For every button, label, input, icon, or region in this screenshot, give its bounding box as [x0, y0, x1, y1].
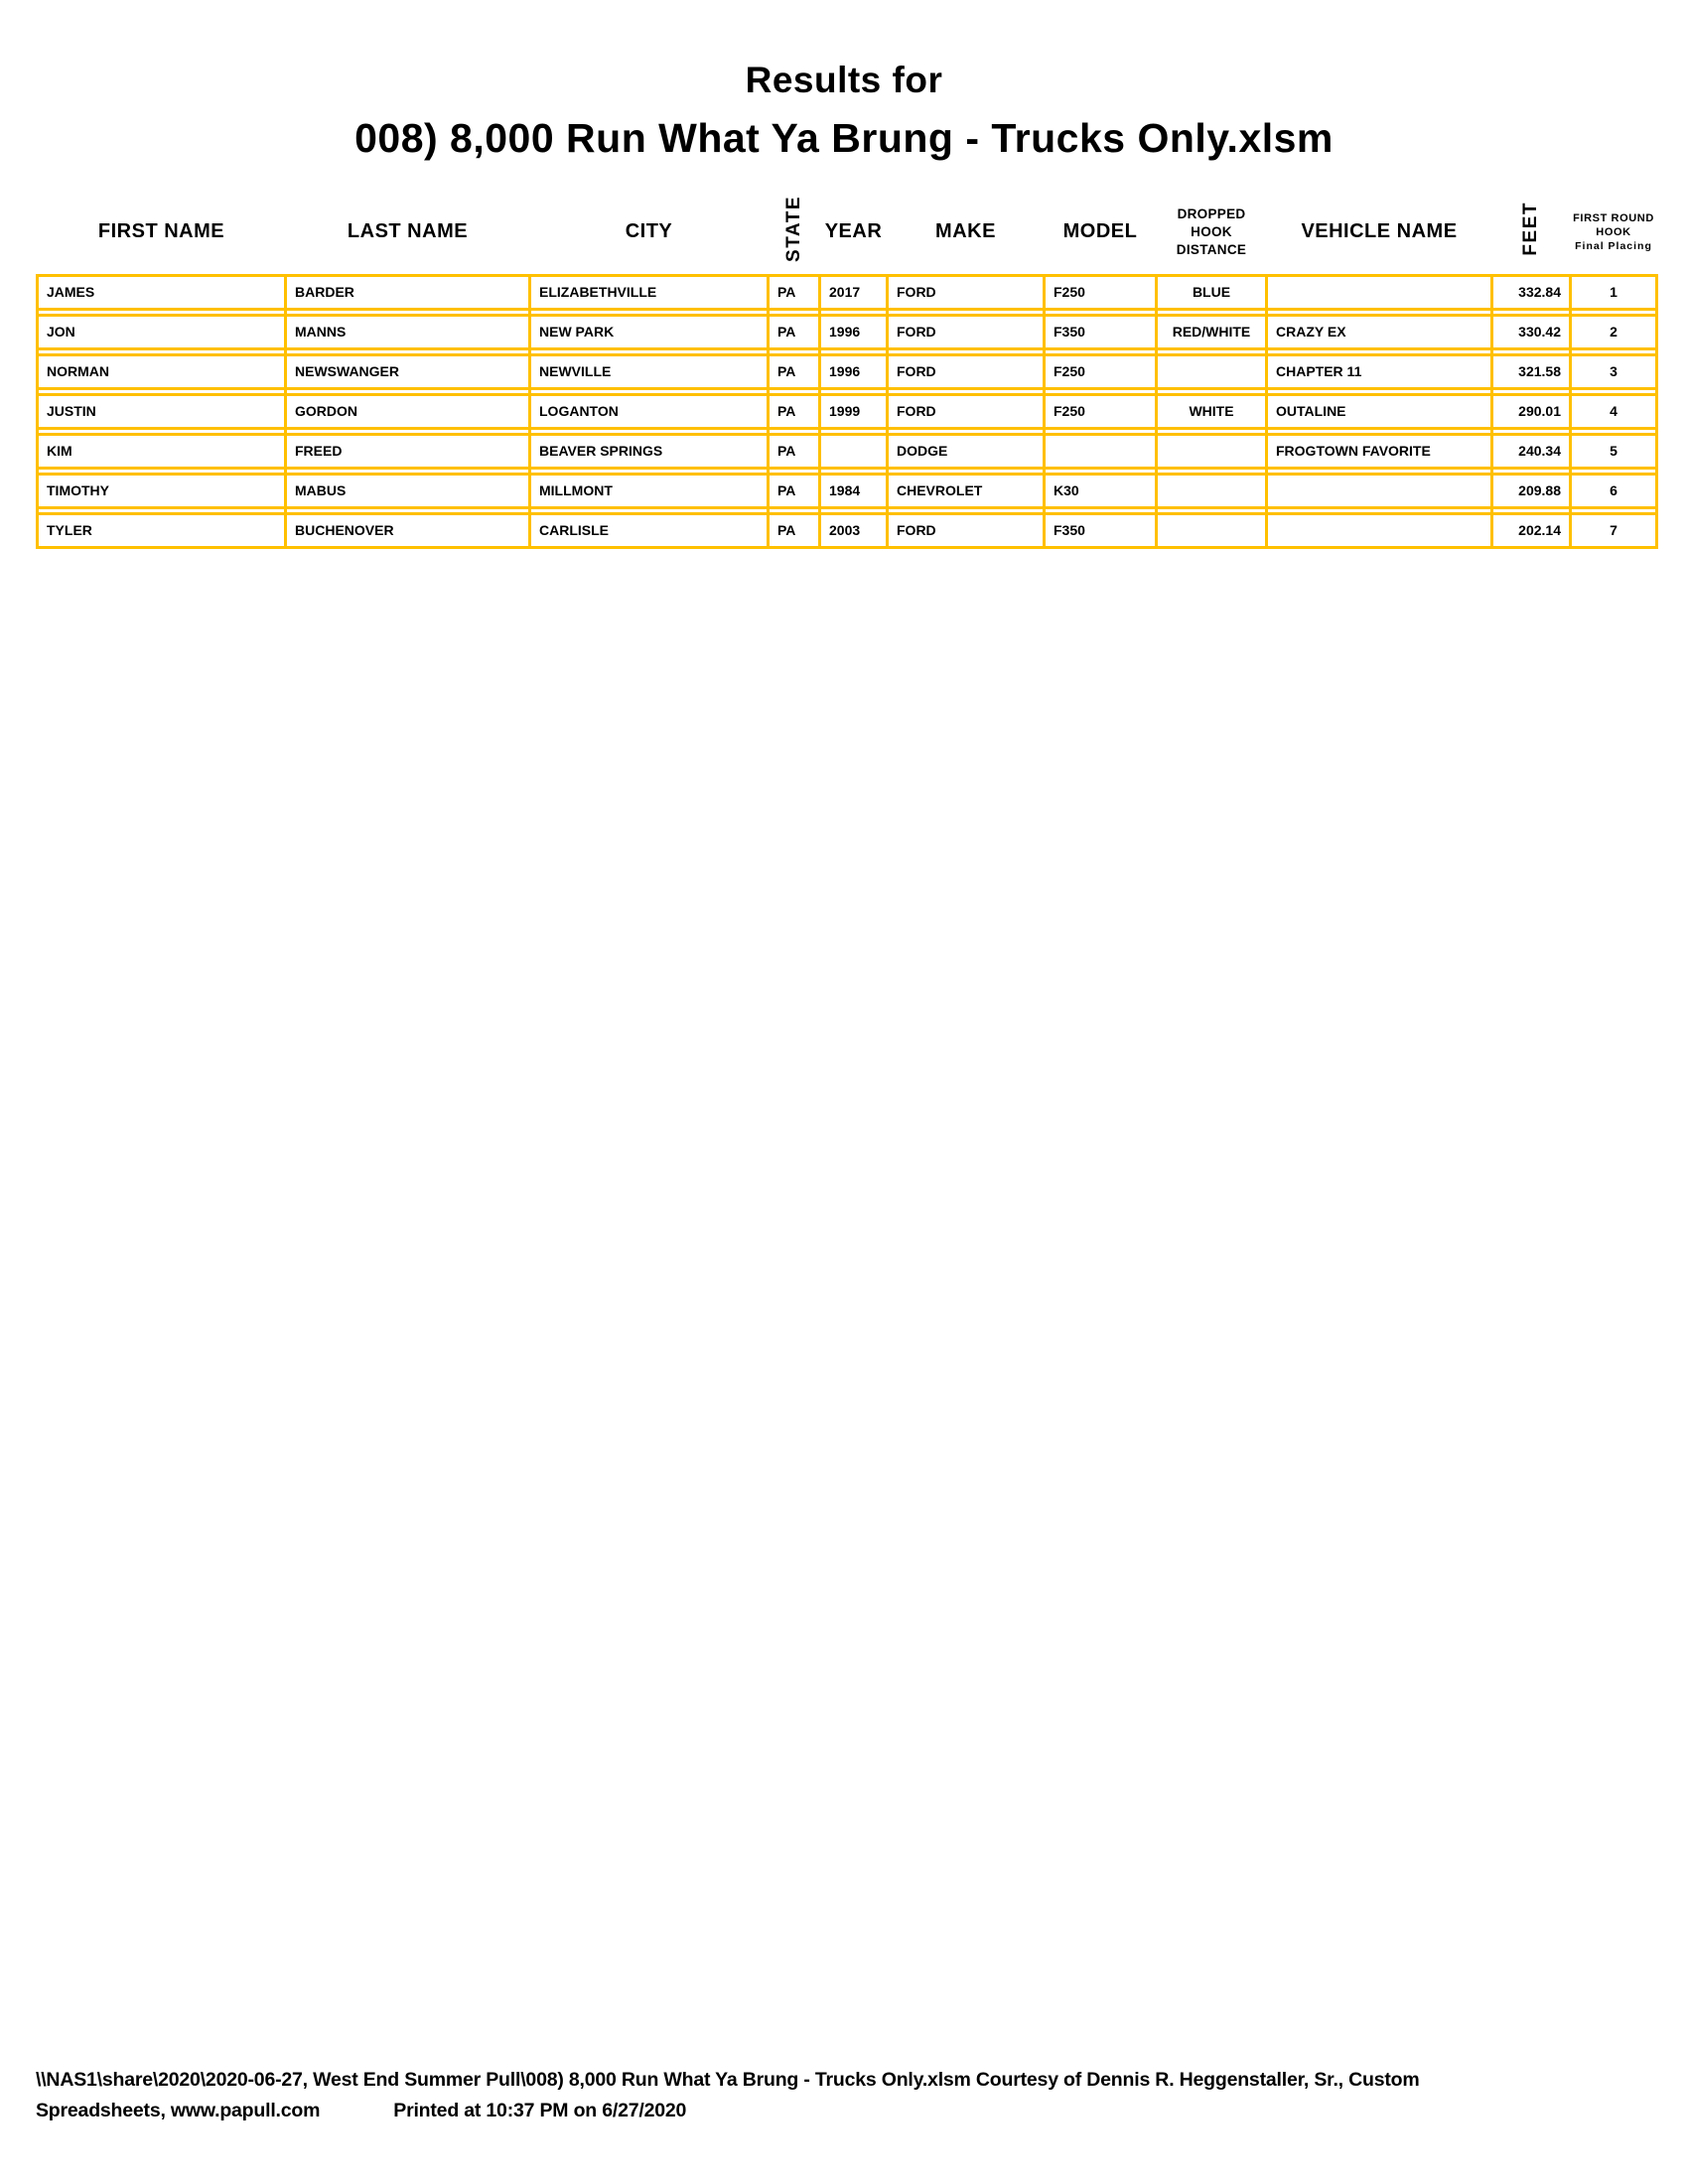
cell-last-name: GORDON: [286, 394, 530, 428]
cell-model: [1045, 434, 1157, 468]
cell-feet: 290.01: [1492, 394, 1571, 428]
cell-model: F350: [1045, 315, 1157, 348]
file-title: 008) 8,000 Run What Ya Brung - Trucks Only.xlsm: [354, 115, 1334, 161]
cell-vehicle-name: OUTALINE: [1267, 394, 1492, 428]
cell-year: [820, 434, 888, 468]
cell-last-name: MANNS: [286, 315, 530, 348]
cell-state: PA: [769, 474, 820, 507]
state-vertical-label: STATE: [782, 196, 804, 263]
cell-first-name: TYLER: [38, 513, 286, 547]
results-table: [36, 191, 1658, 549]
cell-first-name: NORMAN: [38, 354, 286, 388]
col-header-year: YEAR: [824, 220, 883, 243]
col-header-last-name: LAST NAME: [347, 220, 469, 243]
cell-year: 2017: [820, 275, 888, 309]
cell-dropped-hook-distance: [1157, 513, 1267, 547]
cell-state: PA: [769, 394, 820, 428]
cell-city: NEW PARK: [530, 315, 769, 348]
cell-dropped-hook-distance: [1157, 354, 1267, 388]
col-header-vehicle-name: VEHICLE NAME: [1301, 220, 1458, 243]
cell-state: PA: [769, 315, 820, 348]
cell-last-name: BARDER: [286, 275, 530, 309]
table-row: [38, 275, 1657, 309]
cell-model: F250: [1045, 275, 1157, 309]
cell-dropped-hook-distance: [1157, 434, 1267, 468]
cell-feet: 332.84: [1492, 275, 1571, 309]
table-row: [38, 315, 1657, 348]
cell-dropped-hook-distance: WHITE: [1157, 394, 1267, 428]
cell-feet: 202.14: [1492, 513, 1571, 547]
cell-year: 1996: [820, 315, 888, 348]
cell-feet: 240.34: [1492, 434, 1571, 468]
cell-model: F250: [1045, 354, 1157, 388]
feet-vertical-label: FEET: [1520, 202, 1541, 257]
footer-printed-timestamp: Printed at 10:37 PM on 6/27/2020: [393, 2100, 687, 2121]
cell-feet: 209.88: [1492, 474, 1571, 507]
cell-state: PA: [769, 434, 820, 468]
table-row: [38, 354, 1657, 388]
cell-vehicle-name: [1267, 513, 1492, 547]
col-header-feet: [1492, 191, 1571, 275]
cell-last-name: FREED: [286, 434, 530, 468]
cell-vehicle-name: CHAPTER 11: [1267, 354, 1492, 388]
cell-state: PA: [769, 275, 820, 309]
cell-make: CHEVROLET: [888, 474, 1045, 507]
footer-website: Spreadsheets, www.papull.com: [36, 2100, 321, 2121]
cell-dropped-hook-distance: [1157, 474, 1267, 507]
cell-first-name: JON: [38, 315, 286, 348]
cell-make: FORD: [888, 394, 1045, 428]
cell-last-name: BUCHENOVER: [286, 513, 530, 547]
cell-dropped-hook-distance: RED/WHITE: [1157, 315, 1267, 348]
cell-placing: 3: [1571, 354, 1657, 388]
table-row: [38, 394, 1657, 428]
cell-first-name: JUSTIN: [38, 394, 286, 428]
cell-vehicle-name: FROGTOWN FAVORITE: [1267, 434, 1492, 468]
col-header-first-name: FIRST NAME: [97, 220, 225, 243]
cell-placing: 1: [1571, 275, 1657, 309]
table-row: [38, 434, 1657, 468]
cell-city: ELIZABETHVILLE: [530, 275, 769, 309]
cell-placing: 6: [1571, 474, 1657, 507]
cell-city: NEWVILLE: [530, 354, 769, 388]
cell-feet: 321.58: [1492, 354, 1571, 388]
footer-second-line: [36, 2096, 1652, 2126]
cell-last-name: MABUS: [286, 474, 530, 507]
cell-year: 1996: [820, 354, 888, 388]
cell-city: CARLISLE: [530, 513, 769, 547]
table-row: [38, 513, 1657, 547]
col-header-model: MODEL: [1062, 220, 1138, 243]
col-header-city: CITY: [625, 220, 673, 243]
cell-city: BEAVER SPRINGS: [530, 434, 769, 468]
cell-vehicle-name: [1267, 474, 1492, 507]
cell-dropped-hook-distance: BLUE: [1157, 275, 1267, 309]
page-title: Results for: [745, 60, 943, 100]
header-row: [38, 191, 1657, 275]
cell-model: F250: [1045, 394, 1157, 428]
cell-city: LOGANTON: [530, 394, 769, 428]
cell-state: PA: [769, 354, 820, 388]
cell-city: MILLMONT: [530, 474, 769, 507]
cell-first-name: JAMES: [38, 275, 286, 309]
col-header-state: [769, 191, 820, 275]
cell-vehicle-name: CRAZY EX: [1267, 315, 1492, 348]
cell-model: F350: [1045, 513, 1157, 547]
cell-placing: 7: [1571, 513, 1657, 547]
cell-placing: 4: [1571, 394, 1657, 428]
col-header-make: MAKE: [935, 220, 996, 243]
cell-year: 2003: [820, 513, 888, 547]
cell-make: FORD: [888, 354, 1045, 388]
cell-feet: 330.42: [1492, 315, 1571, 348]
col-header-first-round-hook: FIRST ROUND HOOK Final Placing: [1573, 211, 1654, 252]
cell-last-name: NEWSWANGER: [286, 354, 530, 388]
cell-vehicle-name: [1267, 275, 1492, 309]
cell-year: 1984: [820, 474, 888, 507]
cell-first-name: TIMOTHY: [38, 474, 286, 507]
cell-make: FORD: [888, 275, 1045, 309]
footer-path-line: \\NAS1\share\2020\2020-06-27, West End Summer Pull\008) 8,000 Run What Ya Brung - Trucks Only.xlsm Courtesy of Dennis R. Heggenstaller, Sr., Custom: [36, 2069, 1420, 2091]
cell-first-name: KIM: [38, 434, 286, 468]
cell-model: K30: [1045, 474, 1157, 507]
cell-make: FORD: [888, 315, 1045, 348]
cell-year: 1999: [820, 394, 888, 428]
footer: [36, 2065, 1652, 2126]
cell-make: FORD: [888, 513, 1045, 547]
cell-state: PA: [769, 513, 820, 547]
cell-make: DODGE: [888, 434, 1045, 468]
cell-placing: 5: [1571, 434, 1657, 468]
table-row: [38, 474, 1657, 507]
cell-placing: 2: [1571, 315, 1657, 348]
col-header-dropped-hook-distance: DROPPED HOOK DISTANCE: [1176, 205, 1247, 257]
